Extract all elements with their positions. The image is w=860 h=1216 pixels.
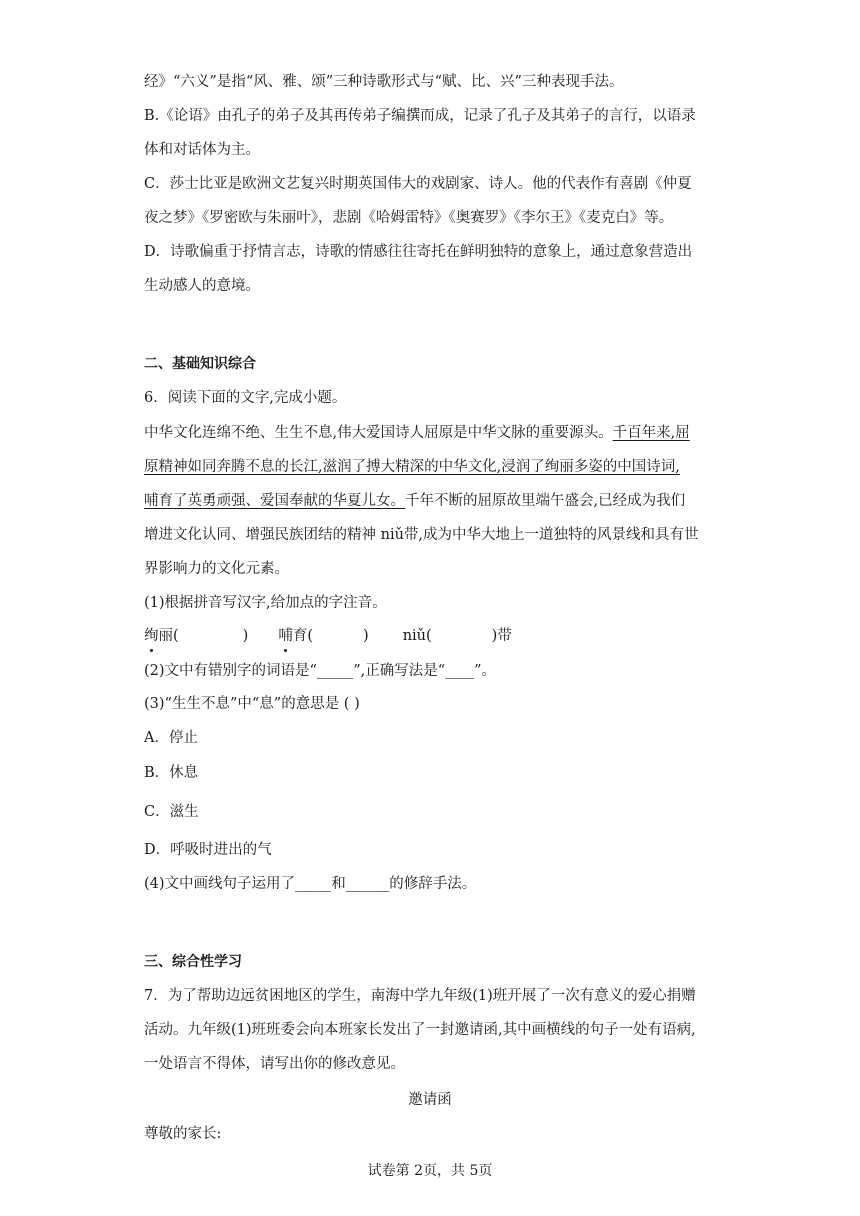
option-b: B．休息: [144, 765, 199, 781]
section-heading-comprehensive-learning: 三、综合性学习: [144, 954, 242, 970]
passage-line-5: 界影响力的文化元素。: [144, 561, 289, 577]
option-a: A．停止: [144, 730, 198, 746]
option-c-line-2: 夜之梦》《罗密欧与朱丽叶》，悲剧《哈姆雷特》《奥赛罗》《李尔王》《麦克白》等。: [144, 210, 674, 226]
question-7-line-3: 一处语言不得体，请写出你的修改意见。: [144, 1056, 405, 1072]
option-c: C．滋生: [144, 804, 199, 820]
sub-question-1-answers: [144, 626, 724, 646]
letter-salutation: 尊敬的家长:: [144, 1126, 222, 1142]
question-7-line-2: 活动。九年级(1)班班委会向本班家长发出了一封邀请函,其中画横线的句子一处有语病,: [144, 1022, 696, 1038]
text-line: 经》“六义”是指“风、雅、颂”三种诗歌形式与“赋、比、兴”三种表现手法。: [144, 74, 624, 90]
answer-paren: ): [363, 628, 369, 644]
question-7-line-1: 7．为了帮助边远贫困地区的学生，南海中学九年级(1)班开展了一次有意义的爱心捐赠: [144, 988, 696, 1004]
sub-question-2: (2)文中有错别字的词语是“_____”,正确写法是“____”。: [144, 663, 497, 679]
passage-text: 中华文化连绵不绝、生生不息,伟大爱国诗人屈原是中华文脉的重要源头。: [144, 425, 613, 441]
passage-line-3: [144, 491, 724, 511]
passage-line-1: [144, 423, 724, 443]
sub-question-1: (1)根据拼音写汉字,给加点的字注音。: [144, 595, 387, 611]
answer-word: 育(: [292, 628, 314, 644]
passage-line-4: 增进文化认同、增强民族团结的精神 niǔ带,成为中华大地上一道独特的风景线和具有世: [144, 527, 699, 543]
option-d: D．呼吸时进出的气: [144, 842, 272, 858]
underlined-sentence: 哺育了英勇顽强、爱国奉献的华夏儿女。: [144, 493, 405, 509]
page-footer: 试卷第 2页，共 5页: [367, 1163, 493, 1179]
sub-question-4: (4)文中画线句子运用了_____和______的修辞手法。: [144, 876, 477, 892]
option-d-line-1: D．诗歌偏重于抒情言志，诗歌的情感往往寄托在鲜明独特的意象上，通过意象营造出: [144, 244, 693, 260]
answer-word: niǔ(: [402, 628, 432, 644]
dotted-char: 哺: [278, 628, 293, 644]
dotted-char: 绚: [144, 628, 159, 644]
option-b-line-2: 体和对话体为主。: [144, 142, 260, 158]
answer-word: )带: [491, 628, 512, 644]
question-6-stem: 6．阅读下面的文字,完成小题。: [144, 390, 347, 406]
section-heading-basic-knowledge: 二、基础知识综合: [144, 356, 256, 372]
answer-paren: ): [242, 628, 249, 644]
option-c-line-1: C．莎士比亚是欧洲文艺复兴时期英国伟大的戏剧家、诗人。他的代表作有喜剧《仲夏: [144, 176, 692, 192]
underlined-sentence: 原精神如同奔腾不息的长江,滋润了搏大精深的中华文化,浸润了绚丽多姿的中国诗词,: [144, 459, 680, 475]
underlined-sentence: 千百年来,屈: [612, 425, 690, 441]
answer-word: 丽(: [158, 628, 179, 644]
letter-title: 邀请函: [408, 1092, 452, 1108]
passage-line-2: [144, 457, 724, 477]
option-d-line-2: 生动感人的意境。: [144, 278, 260, 294]
option-b-line-1: B.《论语》由孔子的弟子及其再传弟子编撰而成，记录了孔子及其弟子的言行，以语录: [144, 108, 696, 124]
sub-question-3: (3)“生生不息”中“息”的意思是 ( ): [144, 696, 360, 712]
passage-text: 千年不断的屈原故里端午盛会,已经成为我们: [405, 493, 686, 509]
